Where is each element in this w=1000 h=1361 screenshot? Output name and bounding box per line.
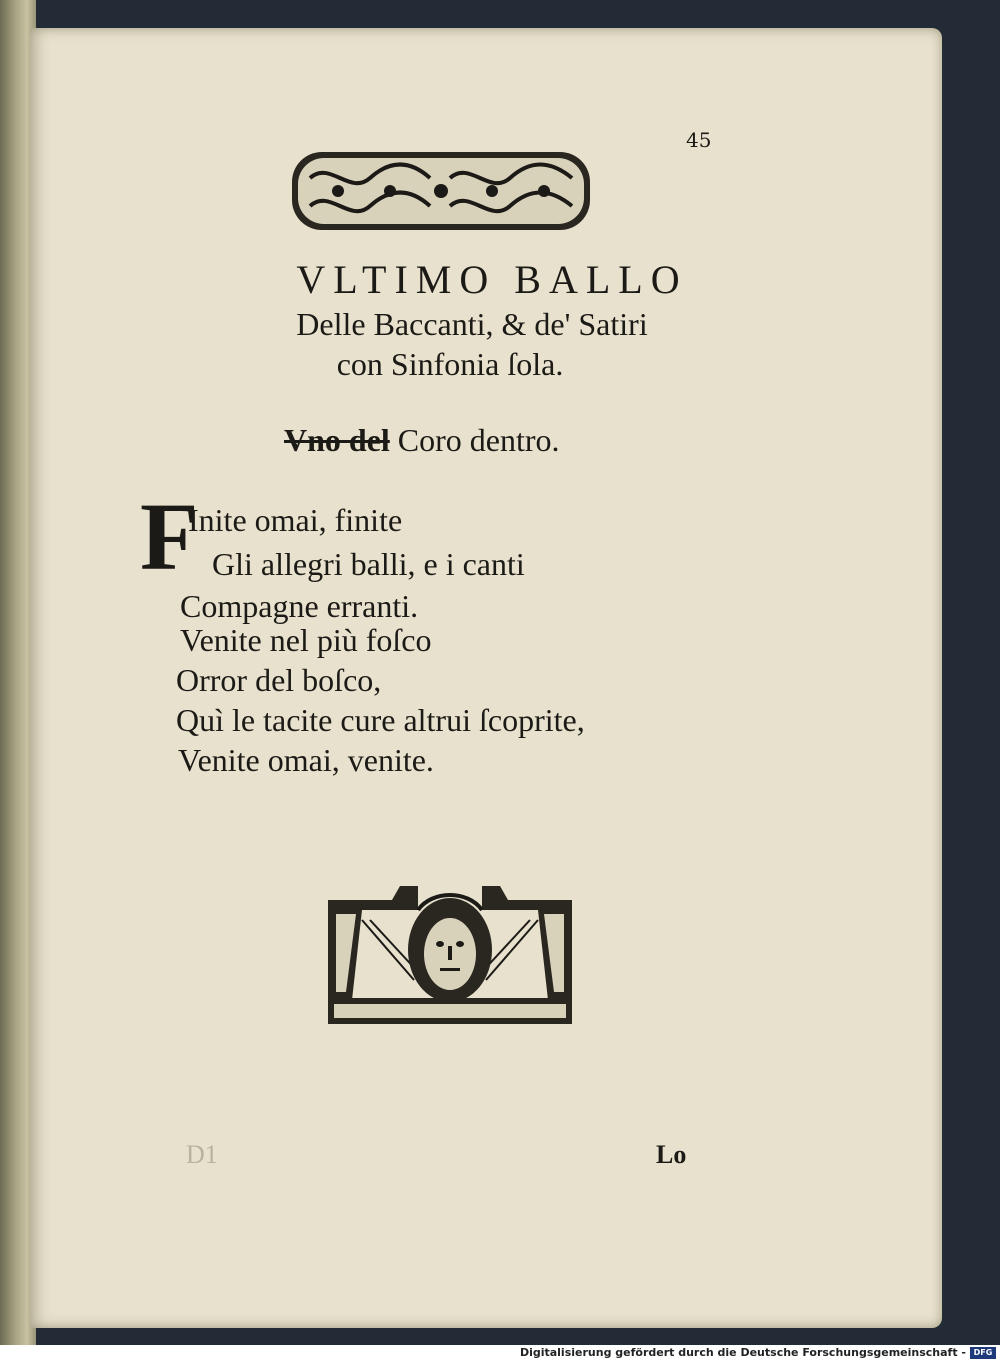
verse-line: Quì le tacite cure altrui ſcoprite, xyxy=(176,702,585,738)
speaker-text: Coro dentro. xyxy=(397,422,560,458)
woodcut-tailpiece xyxy=(322,880,578,1026)
headpiece-ornament xyxy=(290,150,592,232)
catchword: Lo xyxy=(656,1140,687,1169)
dfg-logo-icon: DFG xyxy=(970,1347,996,1359)
heading-subtitle-2: con Sinfonia ſola. xyxy=(336,346,564,382)
speaker-line xyxy=(284,422,560,459)
verse-line: Orror del boſco, xyxy=(176,662,382,698)
verse-line: Venite omai, venite. xyxy=(178,742,434,778)
verse-line: Compagne erranti. xyxy=(180,588,419,624)
verse-line: Gli allegri balli, e i canti xyxy=(212,546,525,582)
footer-bar xyxy=(0,1345,1000,1361)
struck-text: Vno del xyxy=(284,422,390,458)
heading-title: VLTIMO BALLO xyxy=(296,257,688,302)
signature-mark: D1 xyxy=(186,1140,218,1169)
footer-credit: Digitalisierung gefördert durch die Deutsche Forschungsgemeinschaft - xyxy=(519,1346,966,1359)
verse-line: Inite omai, finite xyxy=(188,502,403,538)
drop-cap: F xyxy=(140,483,199,590)
verse-line: Venite nel più foſco xyxy=(180,622,432,658)
page-number: 45 xyxy=(686,128,712,152)
heading-subtitle: Delle Baccanti, & de' Satiri xyxy=(296,306,648,342)
